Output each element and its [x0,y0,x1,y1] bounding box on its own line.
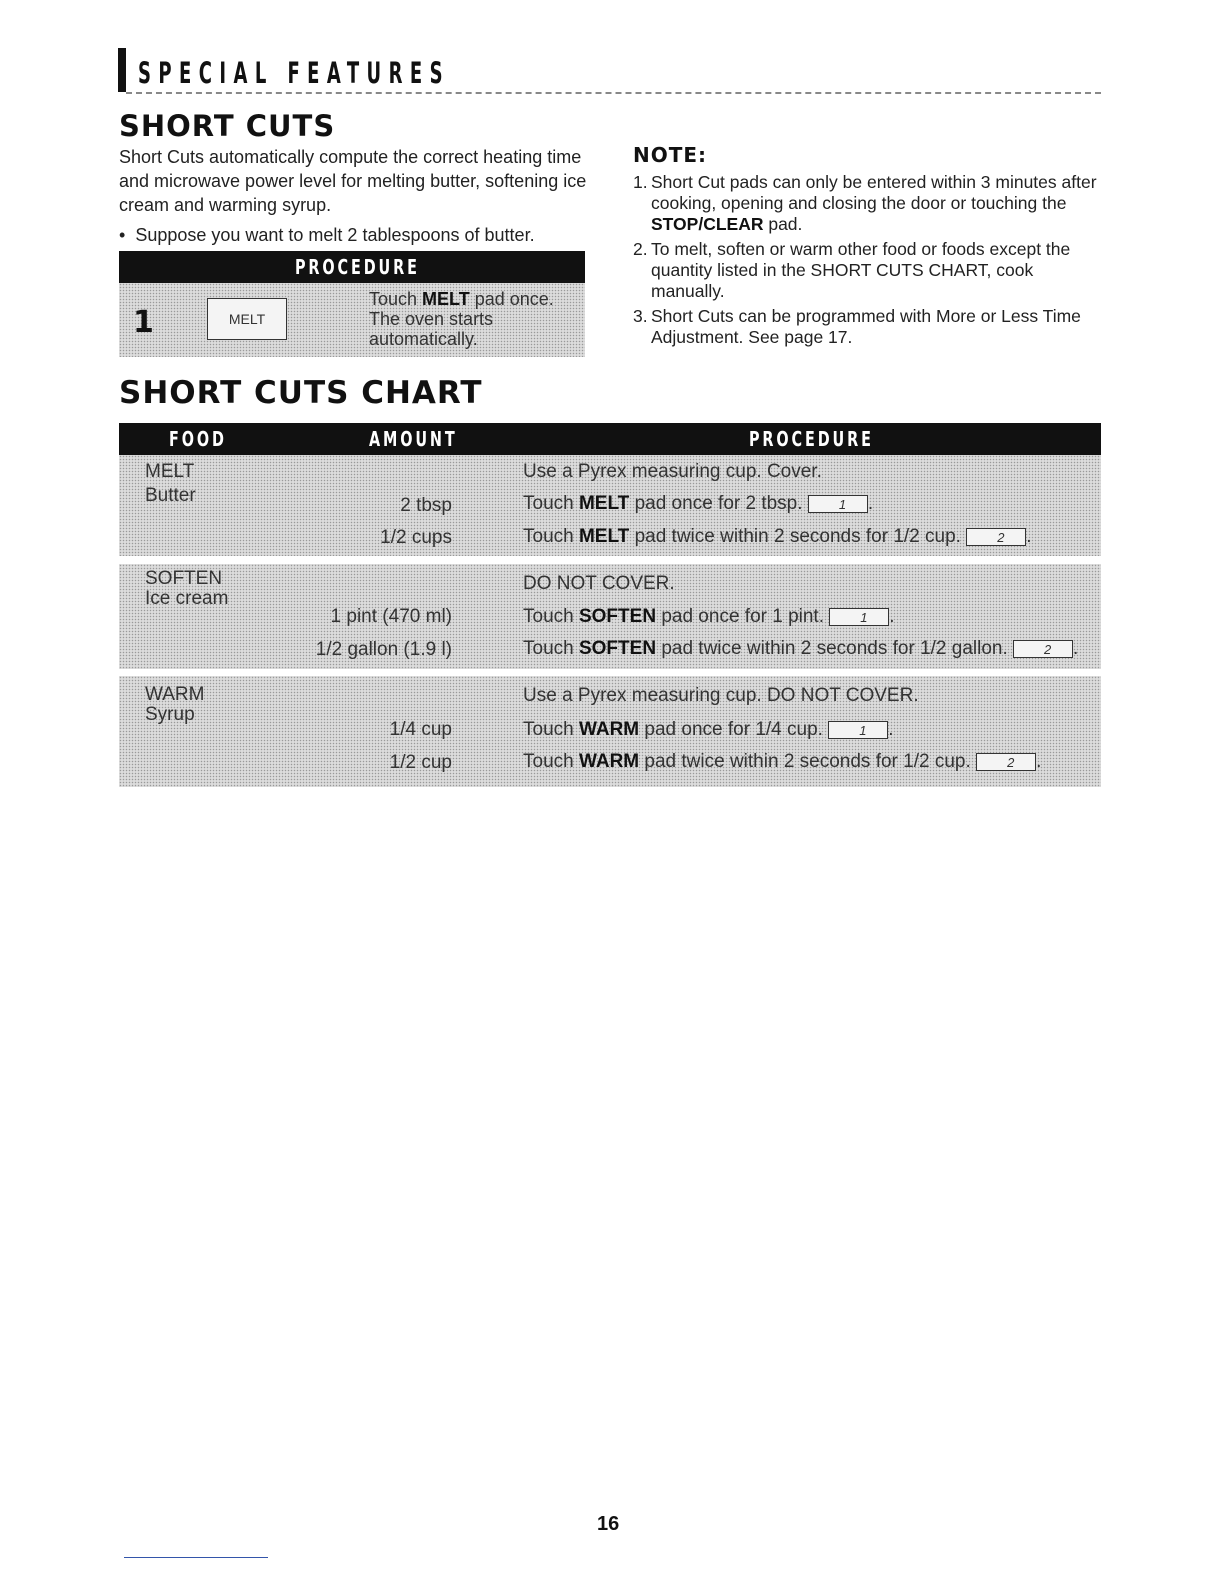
display-indicator: 1 [828,721,888,739]
procedure-post: pad twice within 2 seconds for 1/2 gallon. [656,638,1008,659]
procedure-post: pad twice within 2 seconds for 1/2 cup. [639,751,971,772]
amount-cell: 1/2 cups [380,527,452,548]
food-name: SOFTEN [145,568,223,589]
melt-pad-illustration: MELT [207,298,287,340]
column-header-procedure: PROCEDURE [749,427,874,451]
note-number: 1. [633,172,648,192]
pad-name: SOFTEN [578,606,657,627]
food-name: MELT [145,461,195,482]
chart-group-melt [119,455,1101,556]
trailing-period: . [1073,638,1079,659]
procedure-post: pad once for 2 tbsp. [629,493,803,514]
procedure-intro: Use a Pyrex measuring cup. DO NOT COVER. [523,685,919,706]
pad-name: MELT [578,493,630,514]
pad-name: WARM [578,719,640,740]
food-sub: Ice cream [145,588,229,609]
display-indicator: 1 [808,495,868,513]
chart-heading: SHORT CUTS CHART [119,375,483,411]
step-text-bold: MELT [422,289,470,309]
note-text: Short Cut pads can only be entered within 3 minutes after cooking, opening and closing the door or touching the [651,172,1097,213]
note-text-post: pad. [763,214,803,234]
chart-group-warm [119,676,1101,787]
step-text-post: pad once. The oven starts automatically. [369,289,554,349]
amount-cell: 1/2 cup [389,752,452,773]
food-name: WARM [145,684,205,705]
display-indicator: 1 [829,608,889,626]
column-header-amount: AMOUNT [369,427,458,451]
procedure-pre: Touch [523,526,579,547]
food-sub: Butter [145,485,196,506]
amount-cell: 2 tbsp [400,495,452,516]
procedure-cell [523,526,1032,548]
section-marker-bar [118,48,126,92]
procedure-post: pad twice within 2 seconds for 1/2 cup. [629,526,961,547]
display-indicator: 2 [976,753,1036,771]
amount-cell: 1/4 cup [389,719,452,740]
step-number: 1 [133,305,154,340]
procedure-pre: Touch [523,751,579,772]
note-number: 2. [633,239,648,259]
chart-group-soften [119,564,1101,669]
note-list [633,172,1103,348]
bullet-dot: • [119,225,136,245]
procedure-cell [523,493,873,515]
procedure-header-bar [119,251,585,283]
procedure-pre: Touch [523,606,579,627]
short-cuts-intro: Short Cuts automatically compute the correct heating time and microwave power level for melting butter, softening ice cream and warming syrup. [119,147,587,215]
procedure-post: pad once for 1/4 cup. [639,719,823,740]
procedure-post: pad once for 1 pint. [656,606,824,627]
note-text: To melt, soften or warm other food or foods except the quantity listed in the SHORT CUTS CHART, cook manually. [651,239,1071,301]
step-text-pre: Touch [369,289,423,309]
step-instruction [369,289,579,349]
footer-rule [124,1557,268,1558]
pad-name: MELT [578,526,630,547]
example-bullet [119,223,591,247]
note-item-2 [633,239,1103,302]
section-divider [126,92,1101,94]
chart-header-bar [119,423,1101,455]
procedure-cell [523,606,895,628]
note-text-bold: STOP/CLEAR [651,214,764,234]
display-indicator: 2 [1013,640,1073,658]
pad-name: SOFTEN [578,638,657,659]
note-text: Short Cuts can be programmed with More or Less Time Adjustment. See page 17. [651,306,1081,347]
procedure-cell [523,719,894,741]
amount-cell: 1 pint (470 ml) [330,606,452,627]
amount-cell: 1/2 gallon (1.9 l) [315,639,452,660]
procedure-cell [523,638,1078,660]
trailing-period: . [889,606,895,627]
section-title: SPECIAL FEATURES [138,56,450,90]
procedure-cell [523,751,1041,773]
note-number: 3. [633,306,648,326]
bullet-text: Suppose you want to melt 2 tablespoons of butter. [135,225,535,245]
note-item-1 [633,172,1103,235]
short-cuts-heading: SHORT CUTS [119,109,336,143]
procedure-pre: Touch [523,719,579,740]
procedure-header-label: PROCEDURE [295,255,420,279]
note-heading: NOTE: [633,143,708,167]
trailing-period: . [888,719,894,740]
page-number: 16 [597,1513,620,1535]
procedure-intro: DO NOT COVER. [523,573,675,594]
trailing-period: . [1026,526,1032,547]
note-item-3 [633,306,1103,348]
procedure-intro: Use a Pyrex measuring cup. Cover. [523,461,822,482]
procedure-pre: Touch [523,493,579,514]
display-indicator: 2 [966,528,1026,546]
pad-name: WARM [578,751,640,772]
trailing-period: . [867,493,874,514]
procedure-step-panel [119,283,585,357]
trailing-period: . [1036,751,1042,772]
food-sub: Syrup [145,704,195,725]
column-header-food: FOOD [169,427,227,451]
procedure-pre: Touch [523,638,579,659]
